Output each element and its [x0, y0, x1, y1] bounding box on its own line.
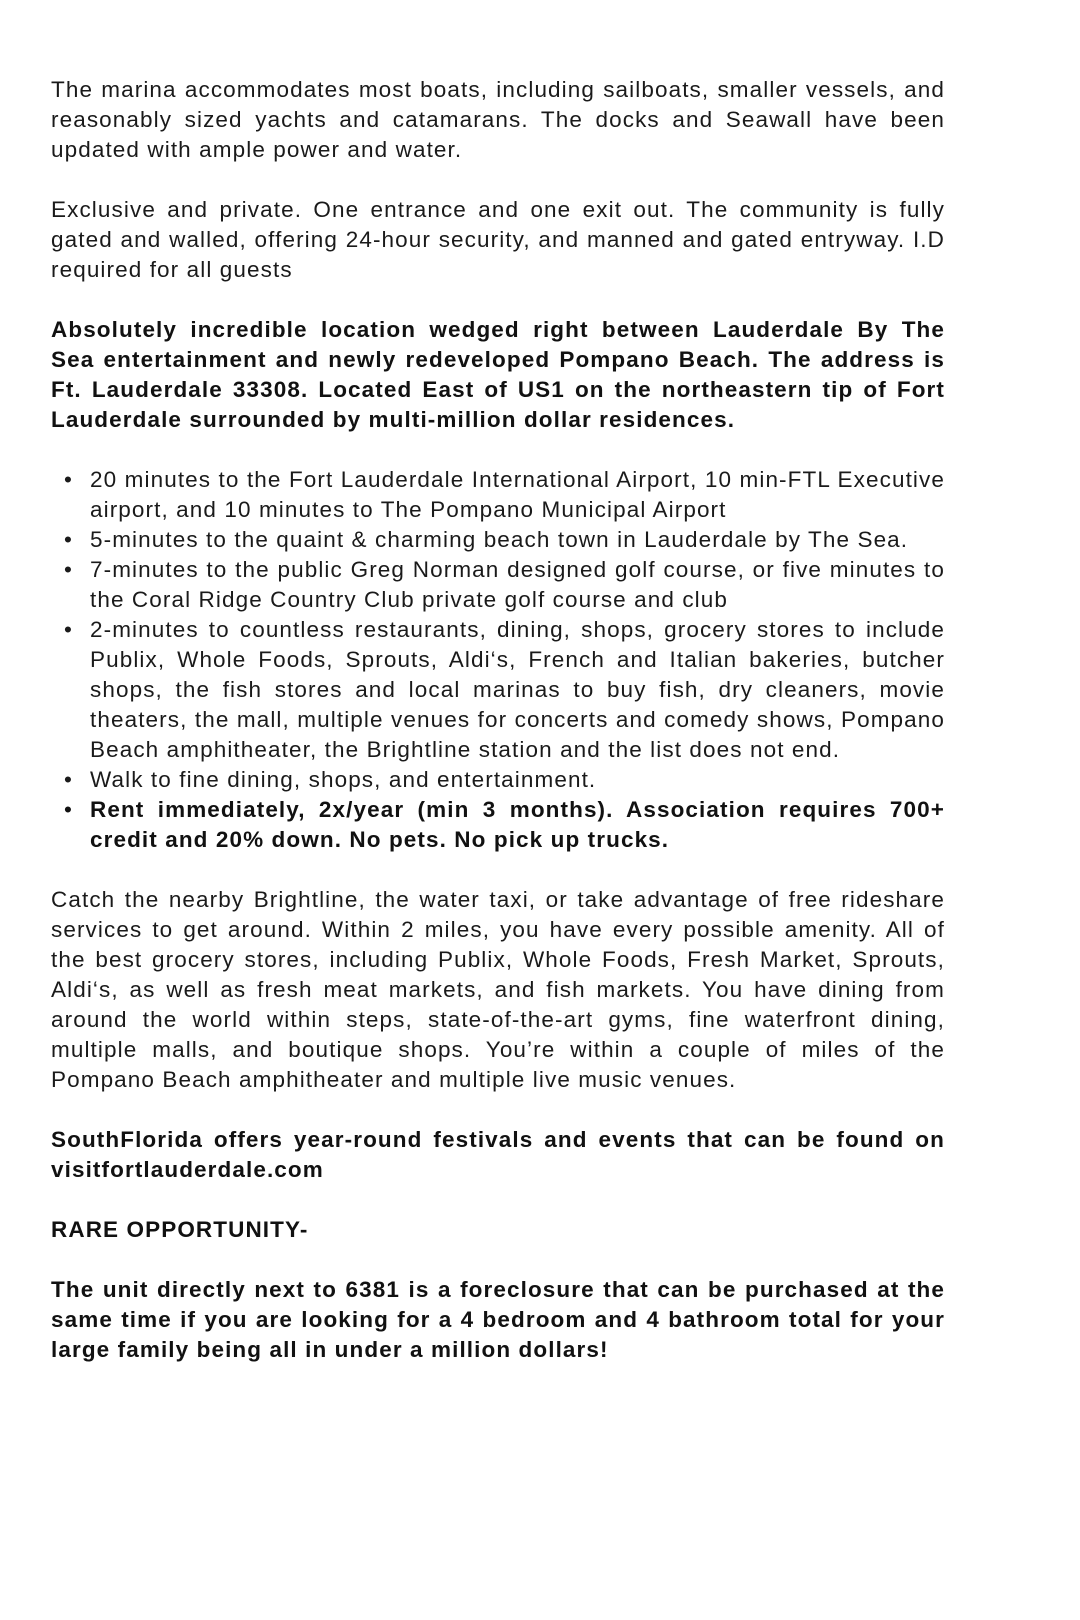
bullet-icon: •	[64, 797, 73, 822]
list-item	[64, 795, 945, 855]
list-item	[64, 525, 945, 555]
list-item	[64, 615, 945, 765]
marina-paragraph: The marina accommodates most boats, including sailboats, smaller vessels, and reasonably sized yachts and catamarans. The docks and Seawall have been updated with ample power and water.	[51, 77, 945, 162]
document-page	[51, 75, 945, 1395]
list-item-text: 2-minutes to countless restaurants, dining, shops, grocery stores to include Publix, Whole Foods, Sprouts, Aldi‘s, French and Italian bakeries, butcher shops, the fish stores and local marinas to buy fish, dry cleaners, movie theaters, the mall, multiple venues for concerts and comedy shows, Pompano Beach amphitheater, the Brightline station and the list does not end.	[90, 617, 945, 762]
location-paragraph: Absolutely incredible location wedged right between Lauderdale By The Sea entertainment and newly redeveloped Pompano Beach. The address is Ft. Lauderdale 33308. Located East of US1 on the northeastern tip of Fort Lauderdale surrounded by multi-million dollar residences.	[51, 317, 945, 432]
foreclosure-paragraph: The unit directly next to 6381 is a foreclosure that can be purchased at the same time if you are looking for a 4 bedroom and 4 bathroom total for your large family being all in under a million dollars!	[51, 1277, 945, 1362]
amenities-list	[51, 465, 945, 855]
bullet-icon: •	[64, 557, 73, 582]
list-item	[64, 555, 945, 615]
bullet-icon: •	[64, 617, 73, 642]
security-paragraph: Exclusive and private. One entrance and one exit out. The community is fully gated and walled, offering 24-hour security, and manned and gated entryway. I.D required for all guests	[51, 197, 945, 282]
list-item	[64, 765, 945, 795]
bullet-icon: •	[64, 467, 73, 492]
festivals-paragraph: SouthFlorida offers year-round festivals and events that can be found on visitfortlauderdale.com	[51, 1127, 945, 1182]
bullet-icon: •	[64, 767, 73, 792]
list-item-text: Walk to fine dining, shops, and entertainment.	[90, 767, 597, 792]
transport-paragraph: Catch the nearby Brightline, the water taxi, or take advantage of free rideshare services to get around. Within 2 miles, you have every possible amenity. All of the best grocery stores, including Publix, Whole Foods, Fresh Market, Sprouts, Aldi‘s, as well as fresh meat markets, and fish markets. You have dining from around the world within steps, state-of-the-art gyms, fine waterfront dining, multiple malls, and boutique shops. You’re within a couple of miles of the Pompano Beach amphitheater and multiple live music venues.	[51, 887, 945, 1092]
list-item-text: 7-minutes to the public Greg Norman designed golf course, or five minutes to the Coral Ridge Country Club private golf course and club	[90, 557, 945, 612]
list-item-text: 5-minutes to the quaint & charming beach town in Lauderdale by The Sea.	[90, 527, 909, 552]
list-item-text: Rent immediately, 2x/year (min 3 months). Association requires 700+ credit and 20% down. No pets. No pick up trucks.	[90, 797, 945, 852]
rare-opportunity-heading: RARE OPPORTUNITY-	[51, 1217, 309, 1242]
list-item-text: 20 minutes to the Fort Lauderdale International Airport, 10 min-FTL Executive airport, and 10 minutes to The Pompano Municipal Airport	[90, 467, 945, 522]
bullet-icon: •	[64, 527, 73, 552]
list-item	[64, 465, 945, 525]
